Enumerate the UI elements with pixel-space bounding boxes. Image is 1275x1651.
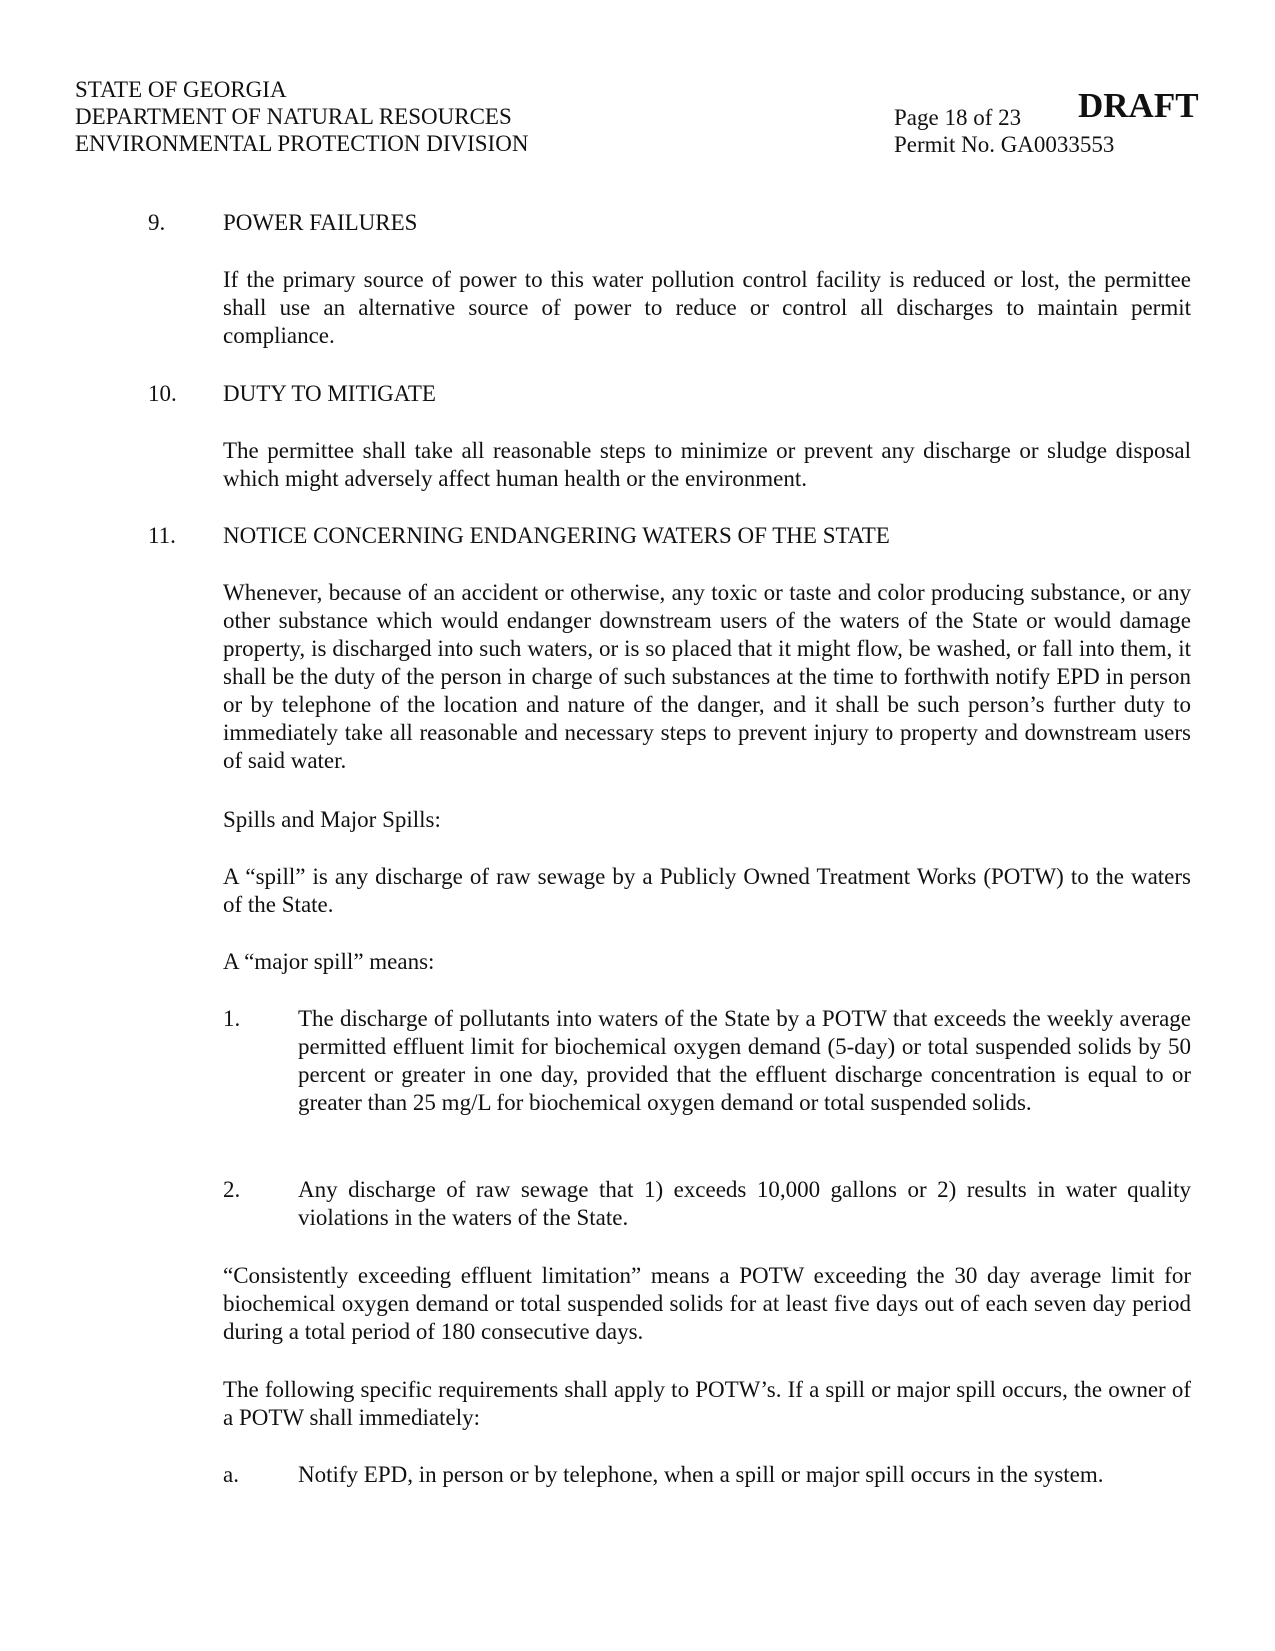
header-state: STATE OF GEORGIA <box>75 77 287 102</box>
spill-definition: A “spill” is any discharge of raw sewage by a Publicly Owned Treatment Works (POTW) to the waters of the State. <box>223 864 1191 917</box>
draft-stamp: DRAFT <box>1078 86 1199 125</box>
list-item: Notify EPD, in person or by telephone, when a spill or major spill occurs in the system. <box>298 1462 1104 1487</box>
list-item-number: a. <box>223 1462 239 1487</box>
section-number: 11. <box>148 523 176 548</box>
section-number: 10. <box>148 381 177 406</box>
section-body: If the primary source of power to this water pollution control facility is reduced or lost, the permittee shall use an alternative source of power to reduce or control all discharges to maintain permit compliance. <box>223 267 1191 348</box>
section-title: DUTY TO MITIGATE <box>223 381 436 406</box>
major-spill-intro: A “major spill” means: <box>223 949 435 974</box>
header-department: DEPARTMENT OF NATURAL RESOURCES <box>75 104 512 129</box>
list-item-number: 1. <box>223 1006 241 1031</box>
spills-heading: Spills and Major Spills: <box>223 807 441 832</box>
list-item-number: 2. <box>223 1177 241 1202</box>
section-body: Whenever, because of an accident or otherwise, any toxic or taste and color producing substance, or any other substance which would endanger downstream users of the waters of the State or would damage property, is discharged into such waters, or is so placed that it might flow, be washed, or fall into them, it shall be the duty of the person in charge of such substances at the time to forthwith notify EPD in person or by telephone of the location and nature of the danger, and it shall be such person’s further duty to immediately take all reasonable and necessary steps to prevent injury to property and downstream users of said water. <box>223 580 1191 773</box>
consistently-exceeding-definition: “Consistently exceeding effluent limitation” means a POTW exceeding the 30 day average limit for biochemical oxygen demand or total suspended solids for at least five days out of each seven day period during a total period of 180 consecutive days. <box>223 1263 1191 1344</box>
section-number: 9. <box>148 210 166 235</box>
agency-header <box>75 76 528 157</box>
section-body: The permittee shall take all reasonable steps to minimize or prevent any discharge or sludge disposal which might adversely affect human health or the environment. <box>223 438 1191 491</box>
list-item: Any discharge of raw sewage that 1) exceeds 10,000 gallons or 2) results in water quality violations in the waters of the State. <box>298 1177 1191 1230</box>
list-item: The discharge of pollutants into waters of the State by a POTW that exceeds the weekly average permitted effluent limit for biochemical oxygen demand (5-day) or total suspended solids by 50 percent or greater in one day, provided that the effluent discharge concentration is equal to or greater than 25 mg/L for biochemical oxygen demand or total suspended solids. <box>298 1006 1191 1115</box>
page-number: Page 18 of 23 <box>894 105 1022 130</box>
permit-number: Permit No. GA0033553 <box>894 132 1115 157</box>
header-division: ENVIRONMENTAL PROTECTION DIVISION <box>75 131 529 156</box>
potw-requirements: The following specific requirements shall apply to POTW’s. If a spill or major spill occurs, the owner of a POTW shall immediately: <box>223 1377 1191 1430</box>
section-title: POWER FAILURES <box>223 210 418 235</box>
section-title: NOTICE CONCERNING ENDANGERING WATERS OF THE STATE <box>223 523 890 548</box>
